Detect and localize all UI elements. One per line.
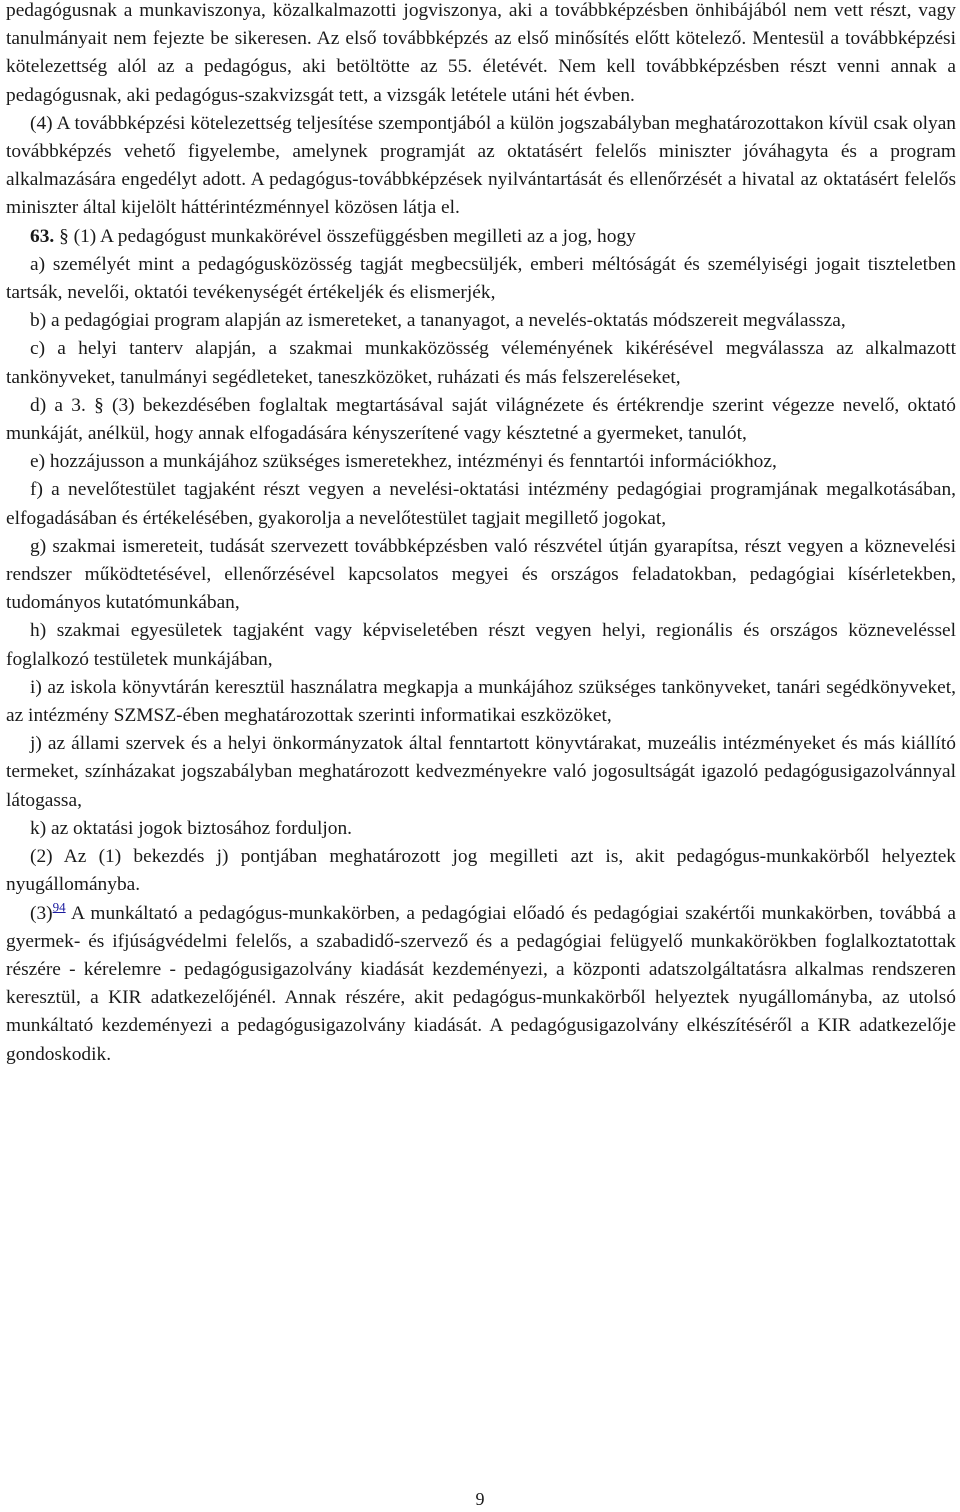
- list-item-h: h) szakmai egyesületek tagjaként vagy képviseletében részt vegyen helyi, regionális és országos közneveléssel foglalkozó testületek munkájában,: [6, 620, 956, 670]
- document-body: [6, 0, 956, 1069]
- list-item-k: k) az oktatási jogok biztosához forduljon.: [30, 817, 353, 839]
- page-number: 9: [475, 1489, 485, 1509]
- paragraph-4: (4) A továbbképzési kötelezettség teljesítése szempontjából a külön jogszabályban meghatározottakon kívül csak olyan továbbképzés vehető figyelembe, amelynek programját az oktatásért felelős miniszter jóváhagyta és a program alkalmazására engedélyt adott. A pedagógus-továbbképzések nyilvántartását és ellenőrzését a hivatal az oktatásért felelős miniszter által kijelölt háttérintézménnyel közösen látja el.: [6, 112, 956, 219]
- paragraph-3: [6, 900, 956, 1069]
- list-item-a: a) személyét mint a pedagógusközösség tagját megbecsüljék, emberi méltóságát és személyiségi jogait tiszteletben tartsák, nevelői, oktatói tevékenységét értékeljék és elismerjék,: [6, 253, 956, 304]
- list-item-f: f) a nevelőtestület tagjaként részt vegyen a nevelési-oktatási intézmény pedagógiai programjának megalkotásában, elfogadásában és értékelésében, gyakorolja a nevelőtestület tagjait megillető jogokat,: [6, 479, 956, 529]
- list-item-d: d) a 3. § (3) bekezdésében foglaltak megtartásával saját világnézete és értékrendje szerint végezze nevelő, oktató munkáját, anélkül, hogy annak elfogadására kényszerítené vagy késztetné a gyermeket, tanulót,: [6, 394, 956, 445]
- list-item-j: j) az állami szervek és a helyi önkormányzatok által fenntartott könyvtárakat, muzeális intézményeket és más kiállító termeket, színházakat jogszabályban meghatározott kedvezményekre való jogosultságát igazoló pedagógusigazolvánnyal látogassa,: [6, 733, 956, 811]
- paragraph-3-prefix: (3): [30, 902, 53, 924]
- paragraph-2: (2) Az (1) bekezdés j) pontjában meghatározott jog megilleti azt is, akit pedagógus-munkakörből helyeztek nyugállományba.: [6, 846, 956, 896]
- footnote-link[interactable]: 94: [52, 899, 66, 915]
- list-item-i: i) az iskola könyvtárán keresztül használatra megkapja a munkájához szükséges tankönyveket, tanári segédkönyveket, az intézmény SZMSZ-ében meghatározottak szerinti informatikai eszközöket,: [6, 676, 956, 727]
- paragraph-3-text: A munkáltató a pedagógus-munkakörben, a pedagógiai előadó és pedagógiai szakértői munkakörben, továbbá a gyermek- és ifjúságvédelmi felelős, a szabadidő-szervező és a pedagógiai felügyelő munkakörökben foglalkoztatottak részére - kérelemre - pedagógusigazolvány kiadását kezdeményezi, a központi adatszolgáltatásra alkalmas rendszeren keresztül, a KIR adatkezelőjénél. Annak részére, akit pedagógus-munkakörből helyeztek nyugállományba, az utolsó munkáltató kezdeményezi a pedagógusigazolvány kiadását. A pedagógusigazolvány elkészítéséről a KIR adatkezelője gondoskodik.: [6, 902, 956, 1065]
- paragraph-continuation: pedagógusnak a munkaviszonya, közalkalmazotti jogviszonya, aki a továbbképzésben önhibájából nem vett részt, vagy tanulmányait nem fejezte be sikeresen. Az első továbbképzés az első minősítés előtt kötelező. Mentesül a továbbképzési kötelezettség alól az a pedagógus, aki betöltötte az 55. életévét. Nem kell továbbképzésben részt venni annak a pedagógusnak, aki pedagógus-szakvizsgát tett, a vizsgák letétele utáni hét évben.: [6, 0, 956, 106]
- section-63-lead: [6, 223, 956, 251]
- section-lead-text: § (1) A pedagógust munkakörével összefüggésben megilleti az a jog, hogy: [54, 225, 636, 247]
- section-number: 63.: [30, 225, 55, 247]
- list-item-g: g) szakmai ismereteit, tudását szervezett továbbképzésben való részvétel útján gyarapítsa, részt vegyen a köznevelési rendszer működtetésével, ellenőrzésével kapcsolatos megyei és országos feladatokban, pedagógiai kísérletekben, tudományos kutatómunkában,: [6, 535, 956, 614]
- list-item-e: e) hozzájusson a munkájához szükséges ismeretekhez, intézményi és fenntartói információkhoz,: [30, 451, 777, 473]
- list-item-c: c) a helyi tanterv alapján, a szakmai munkaközösség véleményének kikérésével megválassza az alkalmazott tankönyveket, tanulmányi segédleteket, taneszközöket, ruházati és más felszereléseket,: [6, 338, 956, 388]
- list-item-b: b) a pedagógiai program alapján az ismereteket, a tananyagot, a nevelés-oktatás módszereit megválassza,: [30, 310, 846, 332]
